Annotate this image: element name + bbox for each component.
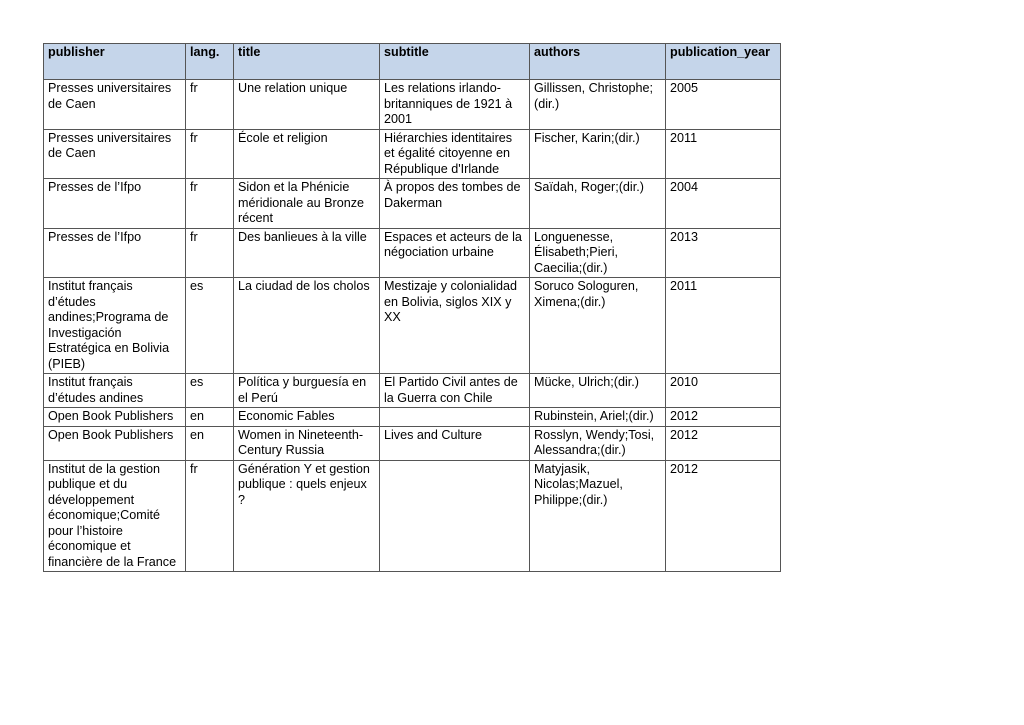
cell-publisher: Presses de l’Ifpo	[44, 228, 186, 278]
cell-publication-year: 2012	[666, 460, 781, 572]
cell-authors: Rosslyn, Wendy;Tosi, Alessandra;(dir.)	[530, 426, 666, 460]
table-body	[44, 80, 781, 572]
cell-publisher: Presses universitaires de Caen	[44, 80, 186, 130]
table-row	[44, 129, 781, 179]
cell-lang: fr	[186, 460, 234, 572]
cell-publication-year: 2005	[666, 80, 781, 130]
cell-authors: Gillissen, Christophe;(dir.)	[530, 80, 666, 130]
cell-subtitle: Les relations irlando-britanniques de 1921 à 2001	[380, 80, 530, 130]
cell-lang: fr	[186, 179, 234, 229]
cell-subtitle: À propos des tombes de Dakerman	[380, 179, 530, 229]
cell-subtitle	[380, 408, 530, 427]
cell-authors: Mücke, Ulrich;(dir.)	[530, 374, 666, 408]
cell-title: Política y burguesía en el Perú	[234, 374, 380, 408]
header-subtitle: subtitle	[380, 44, 530, 80]
table-row	[44, 228, 781, 278]
cell-title: Génération Y et gestion publique : quels enjeux ?	[234, 460, 380, 572]
cell-title: Economic Fables	[234, 408, 380, 427]
header-title: title	[234, 44, 380, 80]
cell-publication-year: 2011	[666, 278, 781, 374]
cell-publisher: Open Book Publishers	[44, 408, 186, 427]
cell-title: Women in Nineteenth-Century Russia	[234, 426, 380, 460]
cell-authors: Saïdah, Roger;(dir.)	[530, 179, 666, 229]
cell-publisher: Institut de la gestion publique et du développement économique;Comité pour l’histoire économique et financière de la France	[44, 460, 186, 572]
header-publisher: publisher	[44, 44, 186, 80]
cell-publication-year: 2010	[666, 374, 781, 408]
cell-lang: en	[186, 426, 234, 460]
cell-lang: fr	[186, 129, 234, 179]
cell-publisher: Institut français d’études andines	[44, 374, 186, 408]
cell-publication-year: 2012	[666, 408, 781, 427]
header-row	[44, 44, 781, 80]
header-authors: authors	[530, 44, 666, 80]
table-row	[44, 374, 781, 408]
cell-subtitle: Hiérarchies identitaires et égalité citoyenne en République d'Irlande	[380, 129, 530, 179]
header-publication-year: publication_year	[666, 44, 781, 80]
cell-publication-year: 2011	[666, 129, 781, 179]
cell-authors: Rubinstein, Ariel;(dir.)	[530, 408, 666, 427]
cell-subtitle: Espaces et acteurs de la négociation urbaine	[380, 228, 530, 278]
table-row	[44, 80, 781, 130]
cell-authors: Longuenesse, Élisabeth;Pieri, Caecilia;(dir.)	[530, 228, 666, 278]
cell-subtitle	[380, 460, 530, 572]
table-row	[44, 426, 781, 460]
table-row	[44, 179, 781, 229]
cell-title: La ciudad de los cholos	[234, 278, 380, 374]
cell-authors: Matyjasik, Nicolas;Mazuel, Philippe;(dir.)	[530, 460, 666, 572]
cell-authors: Fischer, Karin;(dir.)	[530, 129, 666, 179]
cell-publication-year: 2004	[666, 179, 781, 229]
cell-title: Sidon et la Phénicie méridionale au Bronze récent	[234, 179, 380, 229]
cell-lang: en	[186, 408, 234, 427]
table-row	[44, 278, 781, 374]
cell-publisher: Open Book Publishers	[44, 426, 186, 460]
cell-title: Une relation unique	[234, 80, 380, 130]
cell-publication-year: 2013	[666, 228, 781, 278]
table-row	[44, 408, 781, 427]
table-row	[44, 460, 781, 572]
cell-publisher: Presses de l’Ifpo	[44, 179, 186, 229]
cell-lang: es	[186, 278, 234, 374]
cell-publisher: Presses universitaires de Caen	[44, 129, 186, 179]
cell-subtitle: Lives and Culture	[380, 426, 530, 460]
header-lang: lang.	[186, 44, 234, 80]
cell-lang: es	[186, 374, 234, 408]
cell-lang: fr	[186, 80, 234, 130]
cell-subtitle: El Partido Civil antes de la Guerra con Chile	[380, 374, 530, 408]
cell-publication-year: 2012	[666, 426, 781, 460]
publications-table	[43, 43, 781, 572]
cell-authors: Soruco Sologuren, Ximena;(dir.)	[530, 278, 666, 374]
cell-lang: fr	[186, 228, 234, 278]
cell-title: Des banlieues à la ville	[234, 228, 380, 278]
cell-title: École et religion	[234, 129, 380, 179]
cell-subtitle: Mestizaje y colonialidad en Bolivia, siglos XIX y XX	[380, 278, 530, 374]
cell-publisher: Institut français d’études andines;Programa de Investigación Estratégica en Bolivia (PIEB)	[44, 278, 186, 374]
